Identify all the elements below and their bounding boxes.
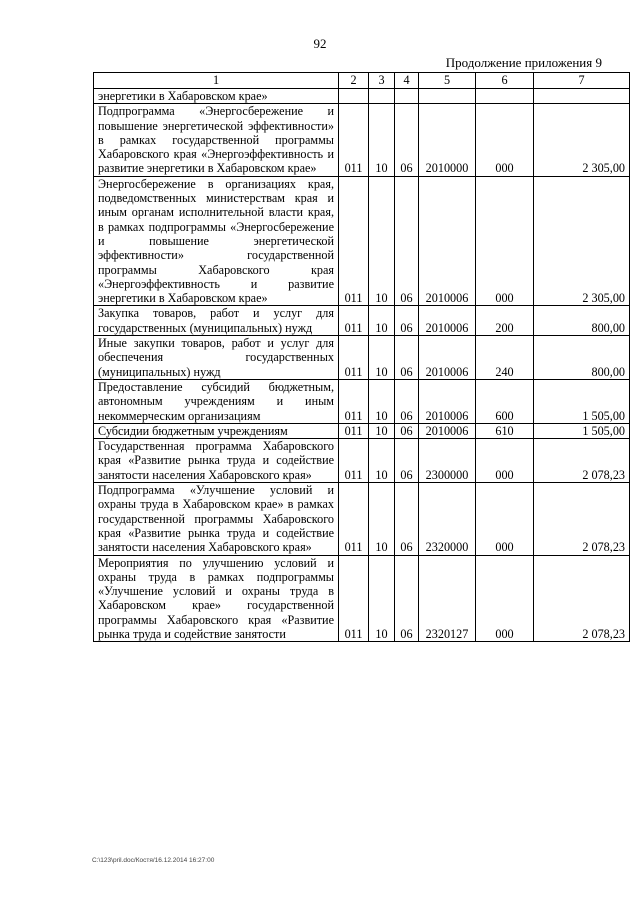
row-expense-type: 240: [476, 336, 534, 380]
row-target-article: 2010006: [419, 336, 476, 380]
table-row: [94, 104, 630, 176]
row-subsection: 06: [395, 483, 419, 555]
row-name: Государственная программа Хабаровского края «Развитие рынка труда и содействие занятости населения Хабаровского края»: [94, 439, 339, 483]
row-ministry-code: 011: [339, 104, 369, 176]
row-amount: 2 078,23: [534, 439, 630, 483]
row-subsection: 06: [395, 176, 419, 306]
row-subsection: 06: [395, 379, 419, 423]
header-col-2: 2: [339, 73, 369, 89]
row-name: Предоставление субсидий бюджетным, автономным учреждениям и иным некоммерческим организациям: [94, 379, 339, 423]
table-row: [94, 306, 630, 336]
row-target-article: 2010006: [419, 306, 476, 336]
row-name: Энергосбережение в организациях края, подведомственных министерствам края и иным органам исполнительной власти края, в рамках подпрограммы «Энергосбережение и повышение энергетической эффективности» государственной программы Хабаровского края «Энергоэффективность и развитие энергетики в Хабаровском крае»: [94, 176, 339, 306]
row-name: Иные закупки товаров, работ и услуг для обеспечения государственных (муниципальных) нужд: [94, 336, 339, 380]
row-ministry-code: 011: [339, 439, 369, 483]
row-name: Мероприятия по улучшению условий и охраны труда в рамках подпрограммы «Улучшение условий и охраны труда в Хабаровском крае» государственной программы Хабаровского края «Развитие рынка труда и содействие занятости: [94, 555, 339, 642]
table-row: [94, 89, 630, 104]
row-expense-type: 610: [476, 423, 534, 438]
row-amount: 2 305,00: [534, 104, 630, 176]
header-col-4: 4: [395, 73, 419, 89]
row-amount: 2 078,23: [534, 555, 630, 642]
row-name: Подпрограмма «Энергосбережение и повышение энергетической эффективности» в рамках государственной программы Хабаровского края «Энергоэффективность и развитие энергетики в Хабаровском крае»: [94, 104, 339, 176]
table-row: [94, 439, 630, 483]
table-row: [94, 483, 630, 555]
row-name: Закупка товаров, работ и услуг для государственных (муниципальных) нужд: [94, 306, 339, 336]
row-target-article: 2320127: [419, 555, 476, 642]
header-col-6: 6: [476, 73, 534, 89]
row-ministry-code: 011: [339, 555, 369, 642]
row-target-article: 2300000: [419, 439, 476, 483]
row-section: [369, 89, 395, 104]
file-path-footer: C:\123\pril.doc/Костя/16.12.2014 16:27:00: [92, 857, 215, 864]
row-amount: 2 305,00: [534, 176, 630, 306]
row-amount: 800,00: [534, 306, 630, 336]
header-col-5: 5: [419, 73, 476, 89]
page-number: 92: [313, 36, 327, 51]
row-target-article: 2010000: [419, 104, 476, 176]
row-ministry-code: 011: [339, 176, 369, 306]
row-target-article: 2010006: [419, 379, 476, 423]
row-expense-type: 000: [476, 439, 534, 483]
row-ministry-code: [339, 89, 369, 104]
continuation-label: Продолжение приложения 9: [445, 55, 602, 70]
table-row: [94, 176, 630, 306]
row-target-article: 2320000: [419, 483, 476, 555]
table-row: [94, 336, 630, 380]
row-expense-type: 000: [476, 176, 534, 306]
row-ministry-code: 011: [339, 423, 369, 438]
header-col-1: 1: [94, 73, 339, 89]
row-amount: 1 505,00: [534, 423, 630, 438]
row-section: 10: [369, 483, 395, 555]
row-subsection: 06: [395, 336, 419, 380]
row-section: 10: [369, 423, 395, 438]
row-section: 10: [369, 176, 395, 306]
row-amount: 1 505,00: [534, 379, 630, 423]
row-section: 10: [369, 439, 395, 483]
budget-table: [93, 72, 630, 642]
row-ministry-code: 011: [339, 336, 369, 380]
row-subsection: [395, 89, 419, 104]
row-expense-type: 000: [476, 483, 534, 555]
row-amount: 2 078,23: [534, 483, 630, 555]
row-subsection: 06: [395, 439, 419, 483]
row-amount: 800,00: [534, 336, 630, 380]
row-section: 10: [369, 379, 395, 423]
table-row: [94, 555, 630, 642]
row-subsection: 06: [395, 555, 419, 642]
row-section: 10: [369, 336, 395, 380]
row-amount: [534, 89, 630, 104]
row-subsection: 06: [395, 104, 419, 176]
row-target-article: [419, 89, 476, 104]
row-ministry-code: 011: [339, 306, 369, 336]
row-ministry-code: 011: [339, 483, 369, 555]
header-row: [94, 73, 630, 89]
row-expense-type: 600: [476, 379, 534, 423]
row-expense-type: 000: [476, 555, 534, 642]
row-target-article: 2010006: [419, 176, 476, 306]
row-name: Субсидии бюджетным учреждениям: [94, 423, 339, 438]
row-section: 10: [369, 555, 395, 642]
table-row: [94, 379, 630, 423]
row-name: Подпрограмма «Улучшение условий и охраны труда в Хабаровском крае» в рамках государственной программы Хабаровского края «Развитие рынка труда и содействие занятости населения Хабаровского края»: [94, 483, 339, 555]
header-col-7: 7: [534, 73, 630, 89]
row-subsection: 06: [395, 306, 419, 336]
row-expense-type: 200: [476, 306, 534, 336]
row-name: энергетики в Хабаровском крае»: [94, 89, 339, 104]
row-section: 10: [369, 306, 395, 336]
row-expense-type: 000: [476, 104, 534, 176]
table-row: [94, 423, 630, 438]
row-target-article: 2010006: [419, 423, 476, 438]
header-col-3: 3: [369, 73, 395, 89]
row-ministry-code: 011: [339, 379, 369, 423]
row-section: 10: [369, 104, 395, 176]
row-subsection: 06: [395, 423, 419, 438]
row-expense-type: [476, 89, 534, 104]
